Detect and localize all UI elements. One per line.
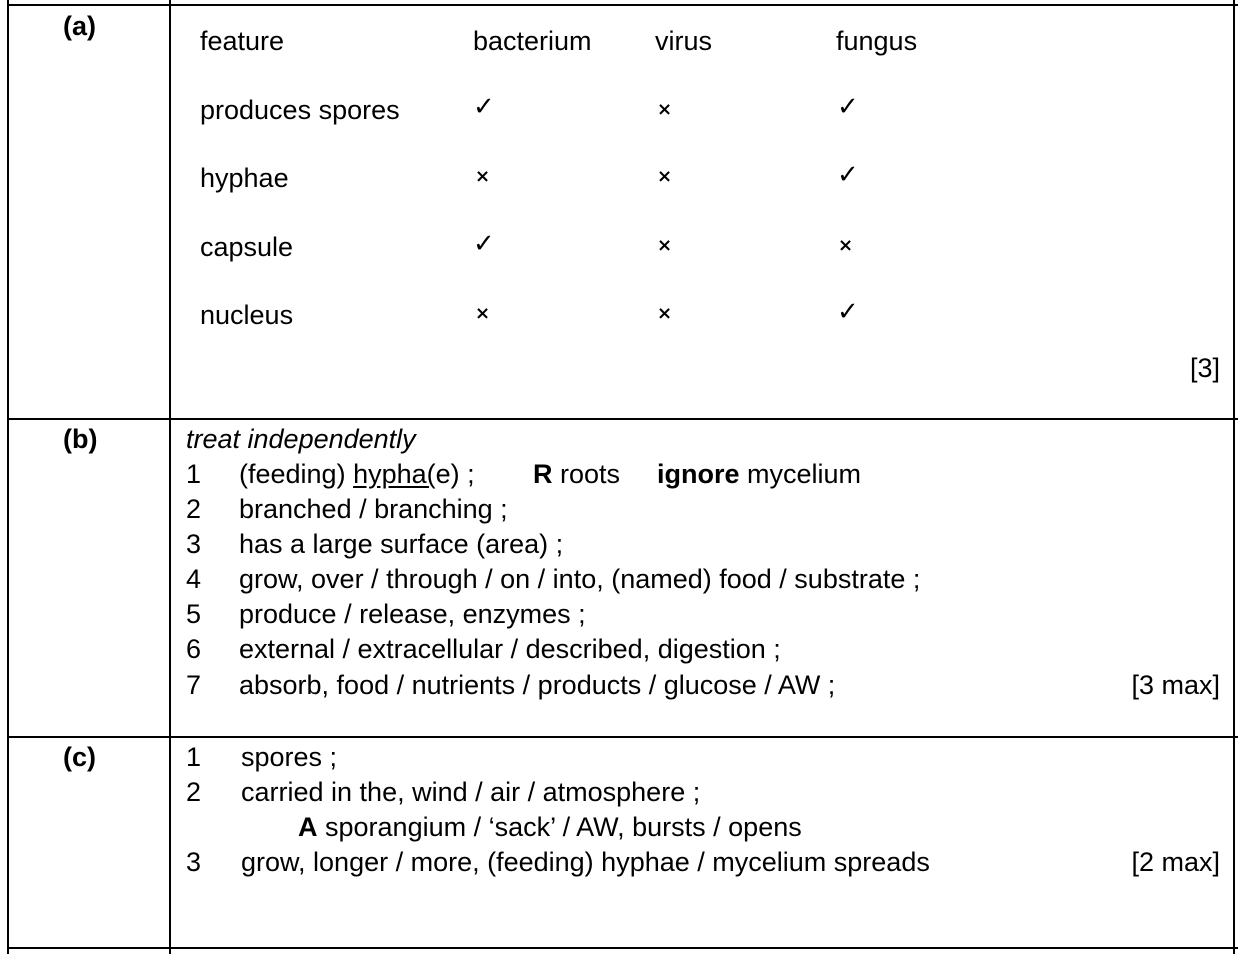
header-fungus: fungus	[836, 26, 918, 56]
feature-cell: capsule	[200, 232, 294, 262]
check-icon: ✓	[473, 229, 495, 259]
header-feature: feature	[200, 26, 285, 56]
cross-icon: ×	[475, 166, 491, 187]
check-icon: ✓	[473, 92, 495, 122]
item-number: 1	[186, 459, 202, 489]
item-number: 4	[186, 564, 202, 594]
accept-label: A	[298, 812, 318, 842]
item-text: (feeding)	[239, 459, 354, 489]
cross-icon: ×	[475, 303, 491, 324]
list-item: carried in the, wind / air / atmosphere ;	[241, 777, 701, 807]
part-label-a: (a)	[63, 11, 96, 41]
feature-cell: produces spores	[200, 95, 400, 125]
accept-text: sporangium / ‘sack’ / AW, bursts / opens	[325, 812, 802, 842]
right-border	[1233, 0, 1235, 954]
list-item: has a large surface (area) ;	[239, 529, 564, 559]
cross-icon: ×	[657, 235, 673, 256]
list-item: absorb, food / nutrients / products / glucose / AW ;	[239, 670, 836, 700]
ignore-note	[657, 458, 861, 490]
cross-icon: ×	[657, 99, 673, 120]
reject-text: roots	[560, 459, 621, 489]
list-item: spores ;	[241, 742, 338, 772]
item-text: e) ;	[435, 459, 475, 489]
check-icon: ✓	[837, 297, 859, 327]
left-border	[7, 0, 9, 954]
list-item	[239, 458, 475, 490]
list-item: branched / branching ;	[239, 494, 508, 524]
instruction-text: treat independently	[186, 424, 416, 454]
ignore-label: ignore	[657, 459, 740, 489]
column-divider	[169, 0, 171, 954]
ignore-text: mycelium	[747, 459, 862, 489]
cross-icon: ×	[657, 166, 673, 187]
part-label-c: (c)	[63, 742, 96, 772]
accept-note	[298, 811, 802, 843]
part-label-b: (b)	[63, 424, 98, 454]
bottom-border	[7, 947, 1238, 949]
cross-icon: ×	[838, 235, 854, 256]
row-divider-ab	[7, 418, 1238, 420]
reject-label: R	[533, 459, 553, 489]
header-bacterium: bacterium	[473, 26, 592, 56]
underlined-term: hypha(	[353, 459, 436, 489]
item-number: 2	[186, 777, 202, 807]
list-item: external / extracellular / described, digestion ;	[239, 634, 781, 664]
item-number: 7	[186, 670, 202, 700]
marks-b: [3 max]	[1131, 670, 1220, 700]
row-divider-bc	[7, 736, 1238, 738]
item-number: 3	[186, 529, 202, 559]
check-icon: ✓	[837, 160, 859, 190]
reject-note	[533, 458, 620, 490]
header-virus: virus	[655, 26, 713, 56]
item-number: 2	[186, 494, 202, 524]
list-item: produce / release, enzymes ;	[239, 599, 586, 629]
marks-a: [3]	[1189, 353, 1220, 383]
list-item: grow, over / through / on / into, (named) food / substrate ;	[239, 564, 921, 594]
list-item: grow, longer / more, (feeding) hyphae / mycelium spreads	[241, 847, 930, 877]
item-number: 6	[186, 634, 202, 664]
feature-cell: hyphae	[200, 163, 289, 193]
check-icon: ✓	[837, 92, 859, 122]
cross-icon: ×	[657, 303, 673, 324]
feature-cell: nucleus	[200, 300, 294, 330]
item-number: 3	[186, 847, 202, 877]
item-number: 5	[186, 599, 202, 629]
item-number: 1	[186, 742, 202, 772]
marks-c: [2 max]	[1131, 847, 1220, 877]
top-border	[7, 4, 1238, 6]
